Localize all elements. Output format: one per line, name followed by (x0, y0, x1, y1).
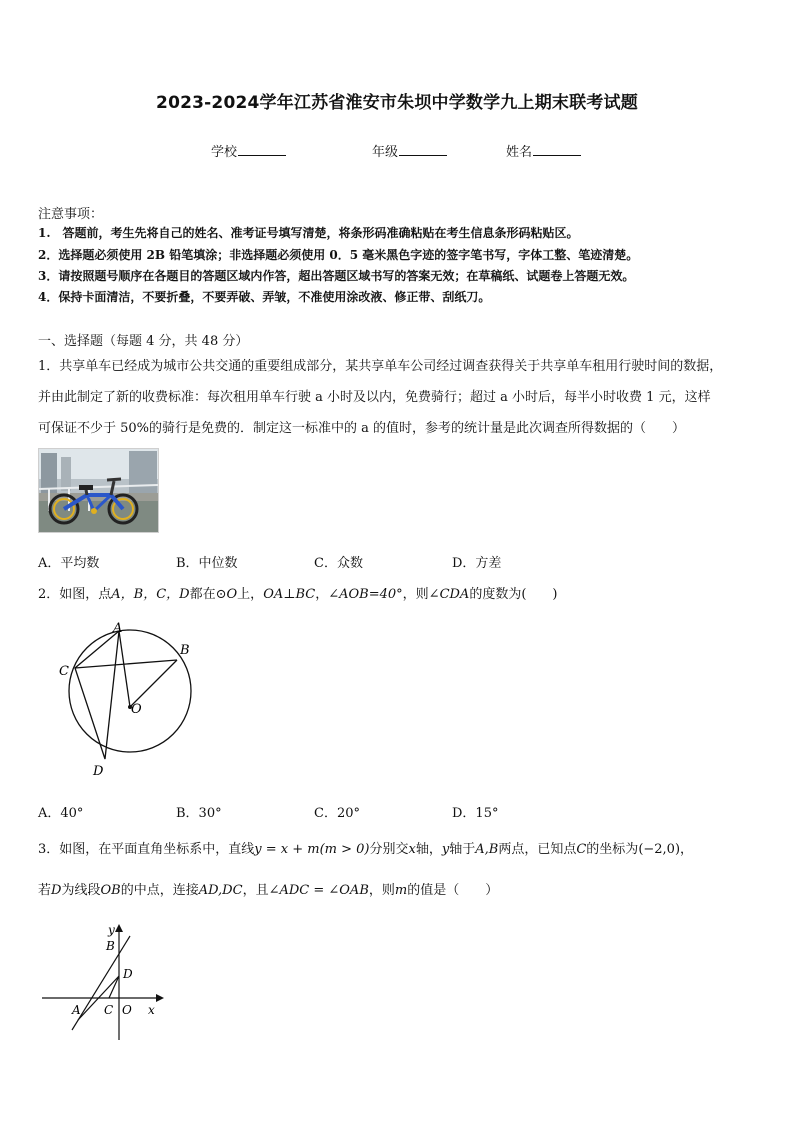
q3-text-10: 的中点，连接 (120, 883, 199, 898)
school-label: 学校 (211, 145, 238, 160)
q3-text-13: 的值是（ ） (407, 883, 499, 898)
q3-text-3: 轴， (415, 842, 442, 857)
q3-coord-c: (−2,0) (638, 842, 681, 857)
q1-option-a: A．平均数 (38, 556, 100, 571)
q3-text-5: 两点，已知点 (498, 842, 577, 857)
q3-line-2 (38, 879, 498, 898)
q2-option-b: B．30° (176, 806, 222, 821)
q2-radii (119, 631, 177, 707)
q3-line-equation: y = x + m(m > 0) (254, 842, 370, 857)
q3-y-arrow (115, 924, 123, 932)
q3-label-o: O (122, 1003, 132, 1017)
notice-heading: 注意事项： (38, 207, 104, 222)
q3-label-d: D (123, 967, 133, 981)
q1-option-c: C．众数 (314, 556, 363, 571)
q3-y-axis: y (441, 842, 450, 857)
q3-line-1 (38, 838, 693, 857)
q2-target-angle: ∠CDA (428, 587, 470, 602)
q3-text-1: 3．如图，在平面直角坐标系中，直线 (38, 842, 255, 857)
q2-points: A，B，C，D (111, 587, 190, 602)
bicycle-image (39, 449, 158, 532)
q2-label-d: D (93, 764, 104, 779)
q3-point-c: C (576, 842, 587, 857)
q2-circle-figure (50, 615, 210, 785)
q3-angle-condition: ∠ADC = ∠OAB (268, 883, 369, 898)
q3-text-12: ，则 (368, 883, 395, 898)
q2-text-1: 2．如图，点 (38, 587, 112, 602)
q3-label-y: y (108, 923, 115, 937)
q2-circle: ⊙O (215, 587, 238, 602)
q1-line-3: 可保证不少于 50%的骑行是免费的．制定这一标准中的 a 的值时，参考的统计量是此次调查所得数据的（ ） (38, 421, 686, 436)
school-blank (238, 141, 286, 156)
notice-item-3: 3．请按照题号顺序在各题目的答题区域内作答，超出答题区域书写的答案无效；在草稿纸、试题卷上答题无效。 (38, 269, 635, 283)
q2-text-3: 上， (237, 587, 264, 602)
notice-item-2: 2．选择题必须使用 2B 铅笔填涂；非选择题必须使用 0．5 毫米黑色字迹的签字笔书写，字体工整、笔迹清楚。 (38, 248, 639, 262)
q2-label-c: C (59, 664, 69, 679)
q3-label-b: B (106, 939, 115, 953)
q2-text-2: 都在 (189, 587, 216, 602)
q2-label-b: B (180, 643, 190, 658)
q2-text-6: 的度数为( ) (469, 587, 558, 602)
q2-circle-shape (69, 630, 191, 752)
q3-segment-ob: OB (100, 883, 121, 898)
q3-x-axis: x (408, 842, 416, 857)
q3-segment-dc (109, 976, 119, 998)
q3-text-8: 若 (38, 883, 52, 898)
q3-point-d: D (51, 883, 62, 898)
q1-line-2: 并由此制定了新的收费标准：每次租用单车行驶 a 小时及以内，免费骑行；超过 a 小时后，每半小时收费 1 元，这样 (38, 390, 711, 405)
q2-label-o: O (131, 702, 142, 717)
q2-quadrilateral-lines (75, 631, 119, 759)
exam-title: 2023-2024学年江苏省淮安市朱坝中学数学九上期末联考试题 (156, 93, 638, 113)
q2-option-c: C．20° (314, 806, 360, 821)
q1-line-1: 1．共享单车已经成为城市公共交通的重要组成部分，某共享单车公司经过调查获得关于共享单车租用行驶时间的数据， (38, 359, 723, 374)
q3-label-x: x (148, 1003, 155, 1017)
grade-field (372, 141, 447, 160)
notice-item-1: 1. 答题前，考生先将自己的姓名、准考证号填写清楚，将条形码准确粘贴在考生信息条形码粘贴区。 (38, 226, 579, 240)
q2-stem (38, 583, 557, 602)
q3-text-2: 分别交 (369, 842, 409, 857)
q2-chord-cb (75, 660, 177, 668)
q3-text-11: ，且 (242, 883, 269, 898)
q3-x-arrow (156, 994, 164, 1002)
q2-option-d: D．15° (452, 806, 499, 821)
q2-text-5: ，则 (402, 587, 429, 602)
q3-label-c: C (104, 1003, 114, 1017)
name-field (506, 141, 581, 160)
q3-label-a: A (72, 1003, 81, 1017)
bicycle-photo (38, 448, 159, 533)
q3-text-9: 为线段 (61, 883, 101, 898)
q2-text-4: ， (315, 587, 329, 602)
q3-coordinate-figure (38, 920, 168, 1045)
q1-option-b: B．中位数 (176, 556, 238, 571)
q3-text-4: 轴于 (449, 842, 476, 857)
q2-condition-perp: OA⊥BC (263, 587, 316, 602)
q3-variable-m: m (394, 883, 408, 898)
q3-text-7: ， (680, 842, 694, 857)
q2-condition-angle: ∠AOB=40° (328, 587, 403, 602)
school-field (211, 141, 286, 160)
q1-option-d: D．方差 (452, 556, 502, 571)
q2-label-a: A (113, 621, 123, 636)
q3-points-ab: A,B (475, 842, 499, 857)
q3-segments: AD,DC (198, 883, 243, 898)
name-label: 姓名 (506, 145, 533, 160)
q2-option-a: A．40° (38, 806, 84, 821)
q3-text-6: 的坐标为 (586, 842, 639, 857)
grade-label: 年级 (372, 145, 399, 160)
grade-blank (399, 141, 447, 156)
notice-item-4: 4．保持卡面清洁，不要折叠，不要弄破、弄皱，不准使用涂改液、修正带、刮纸刀。 (38, 290, 491, 304)
name-blank (533, 141, 581, 156)
section-heading: 一、选择题（每题 4 分，共 48 分） (38, 334, 249, 349)
